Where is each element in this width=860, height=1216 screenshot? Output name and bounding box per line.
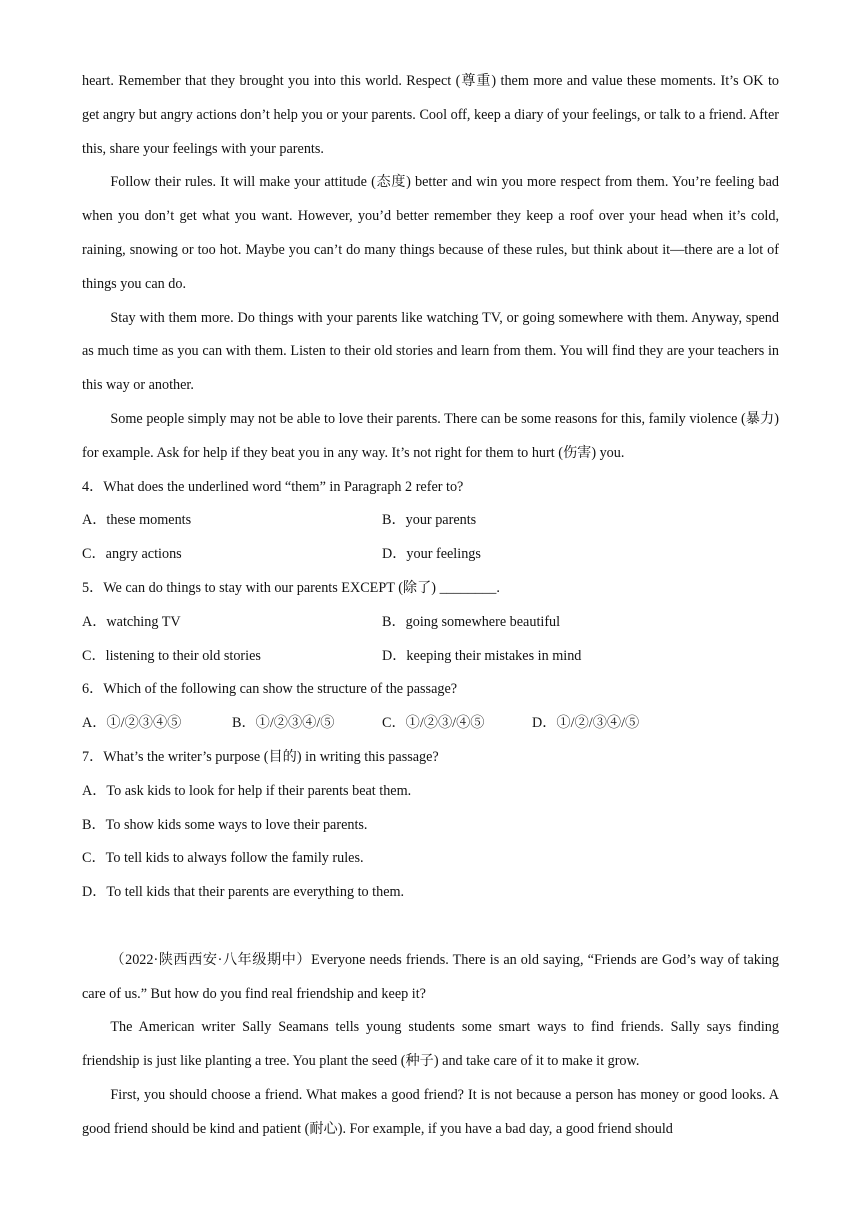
passage2-paragraph-2: The American writer Sally Seamans tells young students some smart ways to find friends. Sally says finding friendship is just like planting a tree. You plant the seed (种子) and take care of it to make it grow. xyxy=(82,1019,779,1070)
question-5-options-row-2 xyxy=(82,640,779,674)
document-page xyxy=(82,65,779,1147)
question-4-option-d[interactable]: D．your feelings xyxy=(382,546,481,563)
question-7-option-c[interactable]: C．To tell kids to always follow the family rules. xyxy=(82,850,364,867)
passage1-paragraph-1: heart. Remember that they brought you into this world. Respect (尊重) them more and value these moments. It’s OK to get angry but angry actions don’t help you or your parents. Cool off, keep a diary of your feelings, or talk to a friend. After this, share your feelings with your parents. xyxy=(82,73,779,157)
question-4-option-c[interactable]: C．angry actions xyxy=(82,546,182,563)
question-4-option-a[interactable]: A．these moments xyxy=(82,512,192,529)
passage1-paragraph-4: Some people simply may not be able to love their parents. There can be some reasons for this, family violence (暴力) for example. Ask for help if they beat you in any way. It’s not right for them to hurt (伤害) you. xyxy=(82,410,779,461)
passage2-paragraph-1: （2022·陕西西安·八年级期中）Everyone needs friends. There is an old saying, “Friends are God’s way of taking care of us.” But how do you find real friendship and keep it? xyxy=(82,951,779,1002)
question-4-option-b[interactable]: B．your parents xyxy=(382,512,477,529)
question-5-option-d[interactable]: D．keeping their mistakes in mind xyxy=(382,647,582,664)
question-6-option-a[interactable]: A．①/②③④⑤ xyxy=(82,715,182,732)
question-5-option-c[interactable]: C．listening to their old stories xyxy=(82,647,261,664)
question-5-option-a[interactable]: A．watching TV xyxy=(82,613,181,630)
question-6-option-c[interactable]: C．①/②③/④⑤ xyxy=(382,715,485,732)
question-4-options-row-2 xyxy=(82,538,779,572)
section-spacer xyxy=(82,910,779,944)
question-7-option-a[interactable]: A．To ask kids to look for help if their parents beat them. xyxy=(82,782,412,799)
passage1-paragraph-3: Stay with them more. Do things with your parents like watching TV, or going somewhere with them. Anyway, spend as much time as you can with them. Listen to their old stories and learn from them. You will find they are your teachers in this way or another. xyxy=(82,309,779,394)
question-4-stem: 4．What does the underlined word “them” in Paragraph 2 refer to? xyxy=(82,478,464,495)
passage2-paragraph-3: First, you should choose a friend. What makes a good friend? It is not because a person has money or good looks. A good friend should be kind and patient (耐心). For example, if you have a bad day, a good friend should xyxy=(82,1086,779,1137)
question-7-option-b[interactable]: B．To show kids some ways to love their parents. xyxy=(82,816,368,833)
question-5-stem: 5．We can do things to stay with our parents EXCEPT (除了) ________. xyxy=(82,579,500,596)
question-6-option-b[interactable]: B．①/②③④/⑤ xyxy=(232,715,335,732)
question-7-stem: 7．What’s the writer’s purpose (目的) in writing this passage? xyxy=(82,748,439,765)
passage1-paragraph-2: Follow their rules. It will make your attitude (态度) better and win you more respect from them. You’re feeling bad when you don’t get what you want. However, you’d better remember they keep a roof over your head when it’s cold, raining, snowing or too hot. Maybe you can’t do many things because of these rules, but think about it—there are a lot of things you can do. xyxy=(82,174,779,292)
question-4-options-row-1 xyxy=(82,504,779,538)
question-7-option-d[interactable]: D．To tell kids that their parents are everything to them. xyxy=(82,884,405,901)
question-6-options-row xyxy=(82,707,779,741)
question-5-option-b[interactable]: B．going somewhere beautiful xyxy=(382,613,561,630)
question-6-option-d[interactable]: D．①/②/③④/⑤ xyxy=(532,715,640,732)
question-5-options-row-1 xyxy=(82,606,779,640)
question-6-stem: 6．Which of the following can show the structure of the passage? xyxy=(82,681,458,698)
